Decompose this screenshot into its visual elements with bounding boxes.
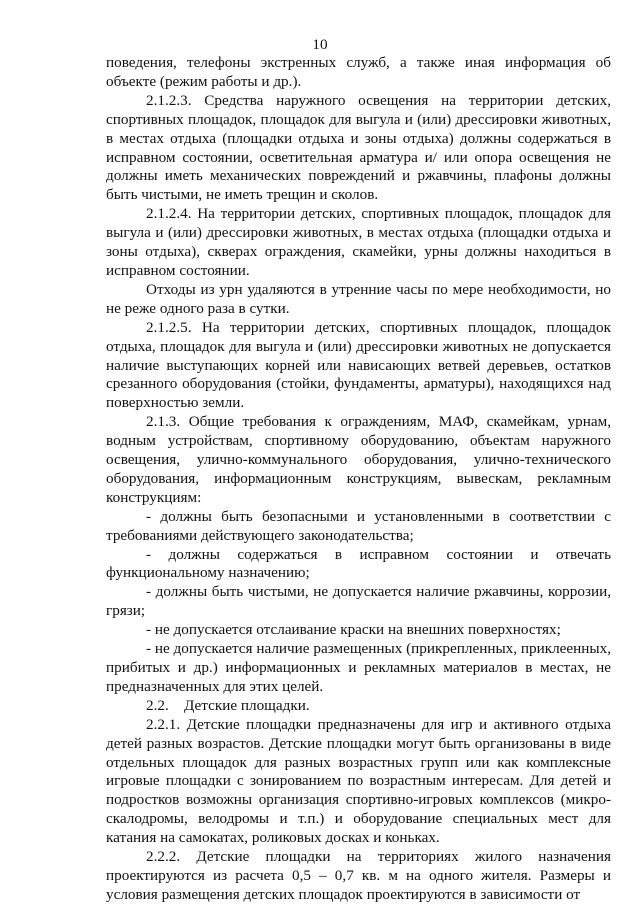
paragraph-2-2-1: 2.2.1. Детские площадки предназначены для игр и активного отдыха детей разных возрастов. Детские площадки могут быть организованы в виде отдельных площадок для разных возрастных групп или как комплексные игровые площадки с зонированием по возрастным интересам. Для детей и подростков возможны организация спортивно-игровых комплексов (микро-скалодромы, велодромы и т.п.) и оборудование специальных мест для катания на самокатах, роликовых досках и коньках. (106, 715, 611, 847)
paragraph-waste-removal: Отходы из урн удаляются в утренние часы по мере необходимости, но не реже одного раза в сутки. (106, 280, 611, 317)
list-item: - не допускается наличие размещенных (прикрепленных, приклеенных, прибитых и др.) информационных и рекламных материалов в местах, не предназначенных для этих целей. (106, 640, 611, 695)
paragraph-continuation: поведения, телефоны экстренных служб, а также иная информация об объекте (режим работы и др.). (106, 54, 611, 90)
document-body (106, 54, 611, 905)
section-heading-2-2: 2.2. Детские площадки. (146, 696, 310, 714)
paragraph-2-1-2-3: 2.1.2.3. Средства наружного освещения на территории детских, спортивных площадок, площадок для выгула и (или) дрессировки животных, в местах отдыха (площадки отдыха и зоны отдыха) должны содержаться в исправном состоянии, осветительная арматура и/ или опора освещения не должны иметь механических повреждений и ржавчины, плафоны должны быть чистыми, не иметь трещин и сколов. (106, 91, 611, 204)
list-item: - должны содержаться в исправном состоянии и отвечать функциональному назначению; (106, 545, 611, 582)
paragraph-2-2-2: 2.2.2. Детские площадки на территориях жилого назначения проектируются из расчета 0,5 – 0,7 кв. м на одного жителя. Размеры и условия размещения детских площадок проектируются в зависимости от (106, 848, 611, 903)
list-item: - должны быть чистыми, не допускается наличие ржавчины, коррозии, грязи; (106, 583, 611, 620)
list-item: - должны быть безопасными и установленными в соответствии с требованиями действующего законодательства; (106, 507, 611, 544)
paragraph-2-1-2-4: 2.1.2.4. На территории детских, спортивных площадок, площадок для выгула и (или) дрессировки животных, в местах отдыха (площадки отдыха и зоны отдыха), скверах ограждения, скамейки, урны должны находиться в исправном состоянии. (106, 205, 611, 279)
page-number: 10 (312, 36, 328, 53)
paragraph-2-1-3: 2.1.3. Общие требования к ограждениям, МАФ, скамейкам, урнам, водным устройствам, спортивному оборудованию, объектам наружного освещения, улично-коммунального оборудования, улично-технического оборудования, информационным конструкциям, вывескам, рекламным конструкциям: (106, 413, 611, 506)
paragraph-2-1-2-5: 2.1.2.5. На территории детских, спортивных площадок, площадок отдыха, площадок для выгула и (или) дрессировки животных не допускается наличие выступающих корней или нависающих ветвей деревьев, остатков срезанного оборудования (стойки, фундаменты, арматуры), находящихся над поверхностью земли. (106, 318, 611, 412)
list-item: - не допускается отслаивание краски на внешних поверхностях; (146, 621, 561, 639)
